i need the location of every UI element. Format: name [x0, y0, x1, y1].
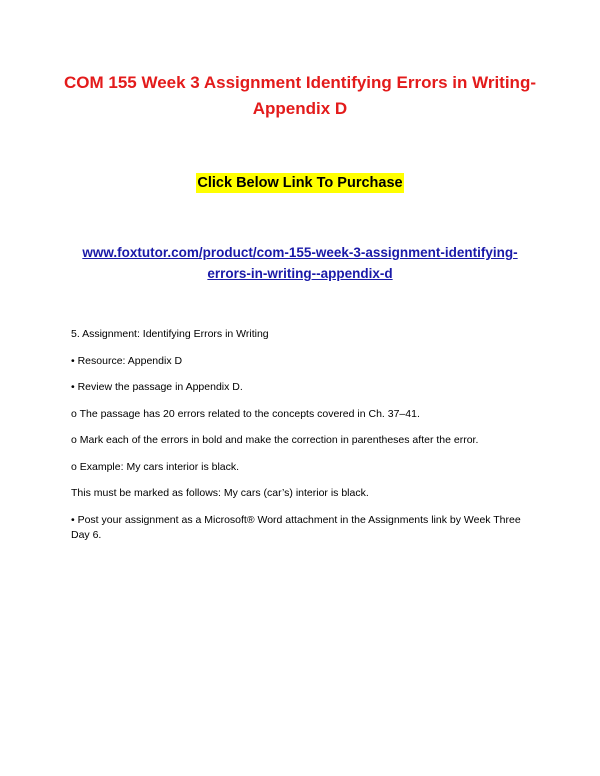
assignment-heading: 5. Assignment: Identifying Errors in Writing — [71, 328, 269, 340]
list-item: • Post your assignment as a Microsoft® Word attachment in the Assignments link by Week Three Day 6. — [71, 513, 521, 541]
body-paragraph: This must be marked as follows: My cars (car’s) interior is black. — [71, 487, 369, 499]
list-item: o Example: My cars interior is black. — [71, 460, 240, 473]
list-item: • Resource: Appendix D — [71, 354, 183, 367]
purchase-callout — [0, 173, 600, 193]
list-item: o Mark each of the errors in bold and make the correction in parentheses after the error. — [71, 434, 479, 446]
list-item: • Review the passage in Appendix D. — [71, 381, 243, 393]
purchase-callout-label: Click Below Link To Purchase — [197, 175, 403, 191]
list-item: o The passage has 20 errors related to the concepts covered in Ch. 37–41. — [71, 407, 420, 420]
purchase-link[interactable]: www.foxtutor.com/product/com-155-week-3-assignment-identifying-errors-in-writing--appendix-d — [82, 245, 518, 281]
document-title: COM 155 Week 3 Assignment Identifying Errors in Writing- Appendix D — [64, 73, 536, 118]
assignment-body — [71, 327, 531, 554]
